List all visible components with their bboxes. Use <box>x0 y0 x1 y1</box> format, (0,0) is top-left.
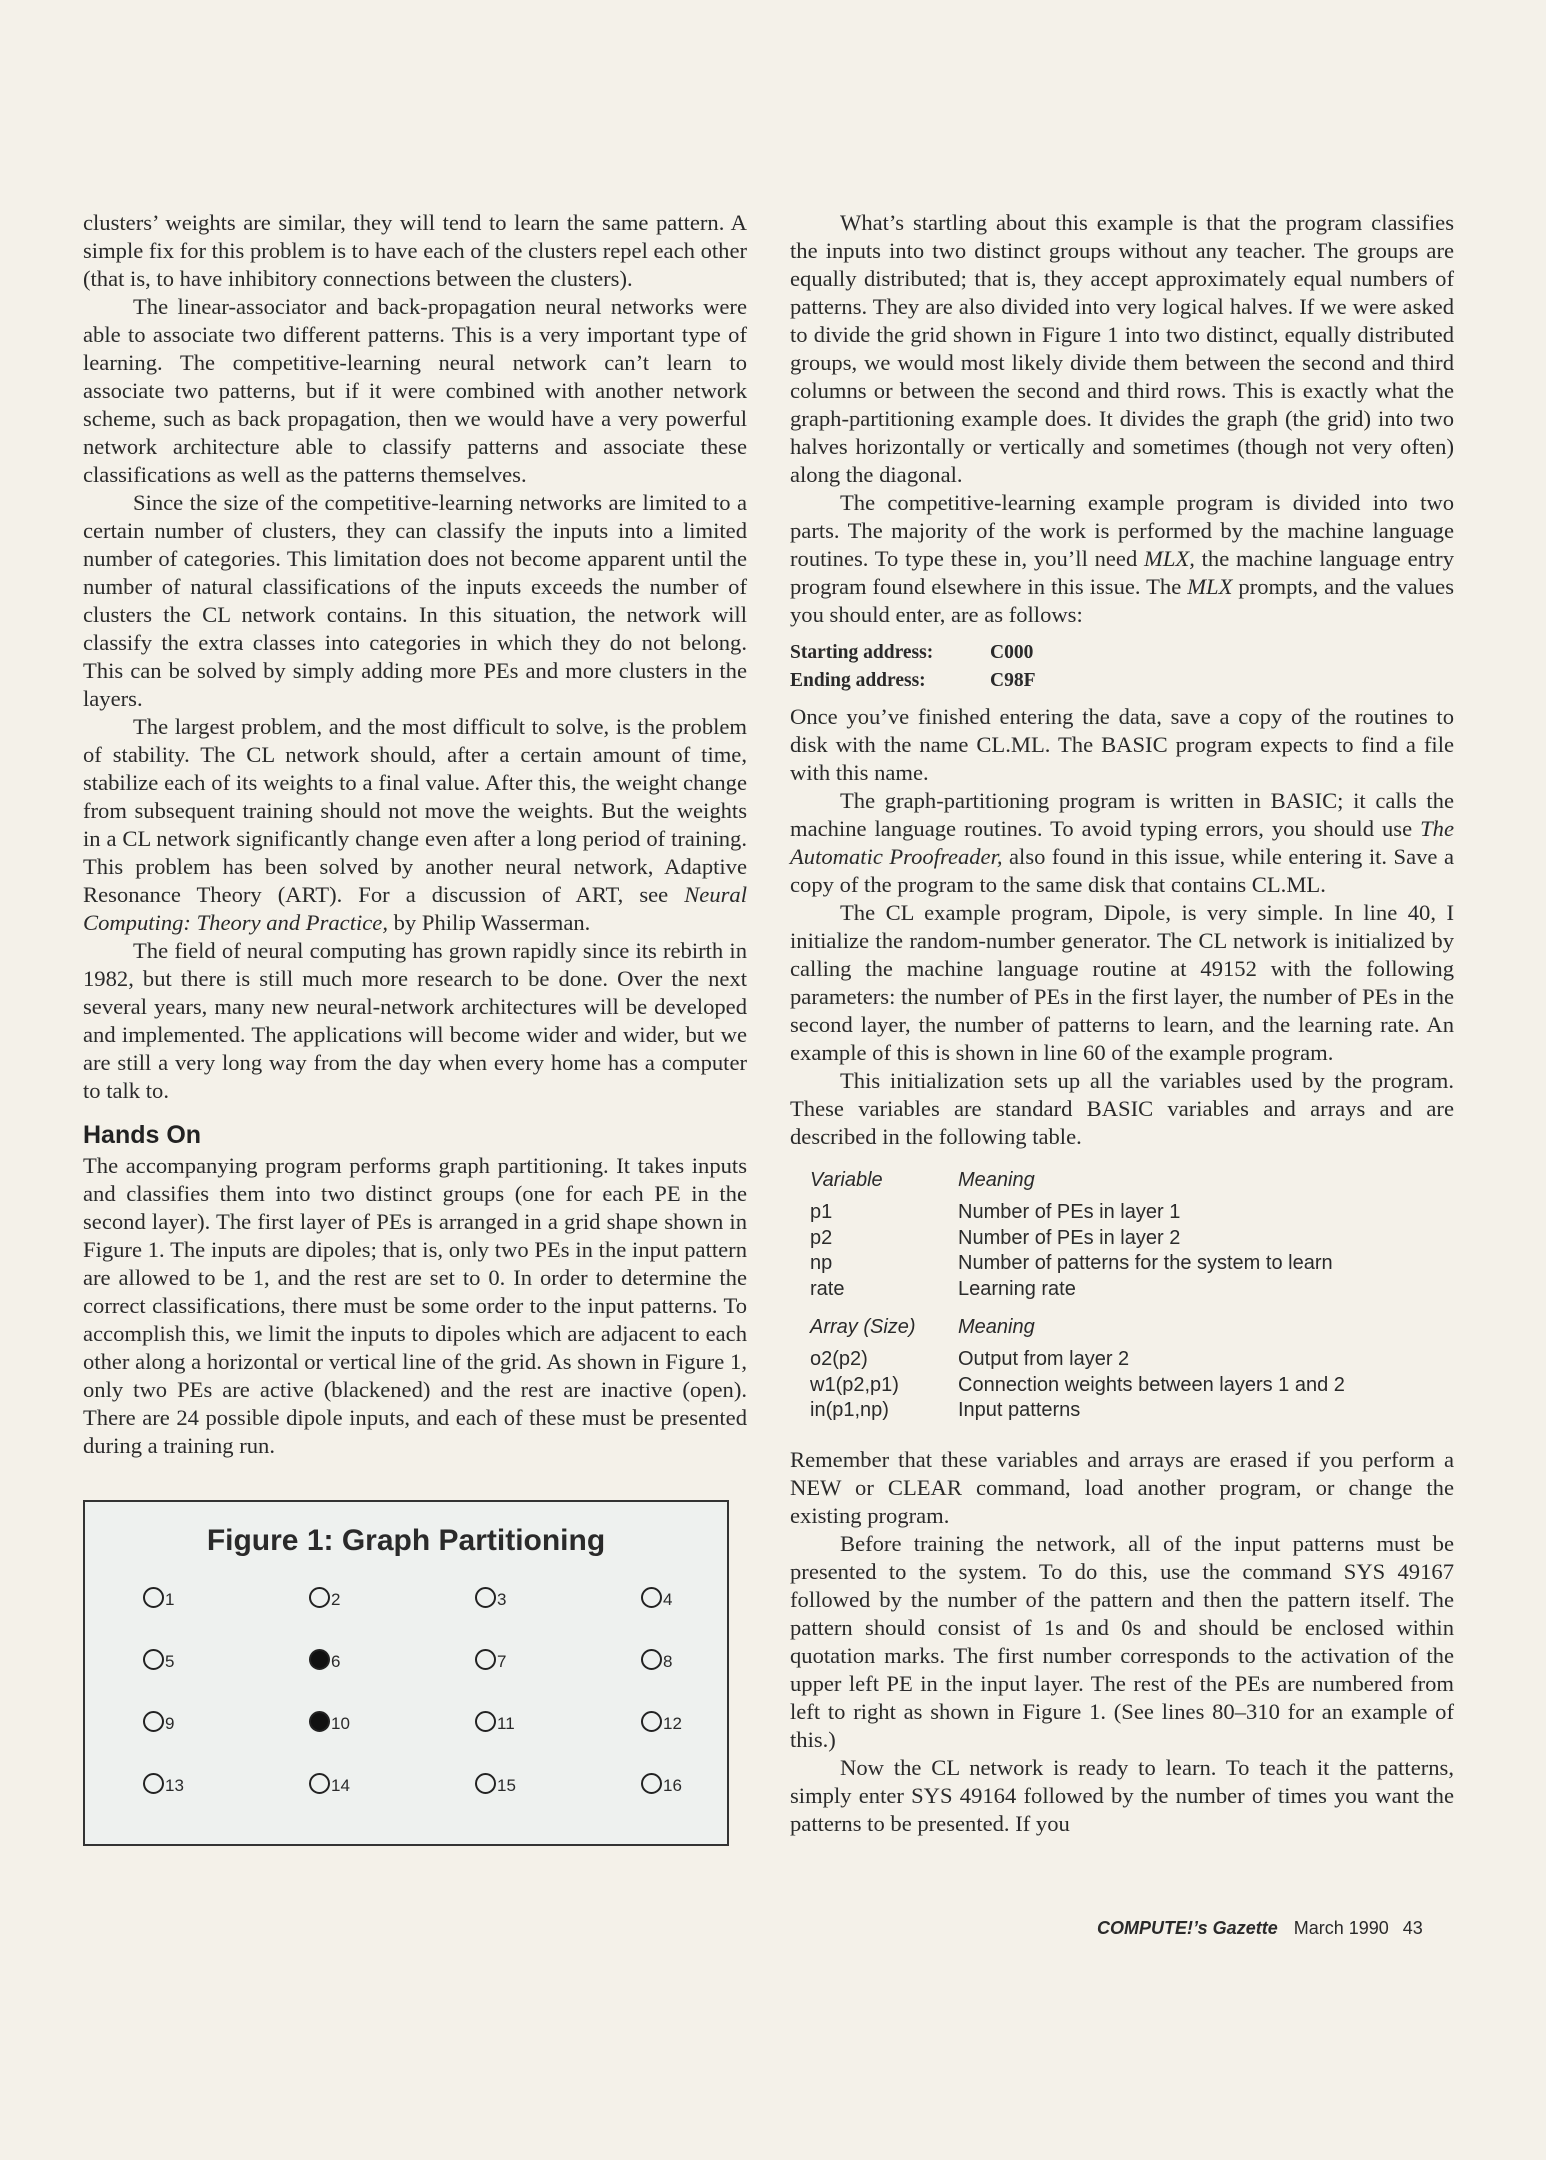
paragraph: Since the size of the competitive-learning networks are limited to a certain number of clusters, they can classify the inputs into a limited number of categories. This limitation does not become apparent until the number of natural classifications of the inputs exceeds the number of clusters the CL network contains. In this situation, the network will classify the extra classes into categories in which they do not belong. This can be solved by simply adding more PEs and more clusters in the layers. <box>83 490 747 711</box>
node-index: 13 <box>165 1776 184 1795</box>
table-row <box>810 1373 1454 1399</box>
open-circle-icon <box>641 1587 662 1608</box>
issue-date: March 1990 <box>1293 1918 1389 1938</box>
pe-node-14 <box>309 1773 350 1796</box>
paragraph <box>83 713 747 937</box>
node-index: 5 <box>165 1652 175 1671</box>
pe-node-11 <box>475 1711 515 1734</box>
paragraph: The field of neural computing has grown rapidly since its rebirth in 1982, but there is still much more research to be done. Over the next several years, many new neural-network architectures will be developed and implemented. The applications will become wider and wider, but we are still a very long way from the day when every home has a computer to talk to. <box>83 938 747 1103</box>
table-row <box>810 1277 1454 1303</box>
address-block <box>790 639 1454 695</box>
filled-circle-icon <box>309 1649 330 1670</box>
header-cell: Meaning <box>958 1169 1035 1191</box>
program-name: MLX <box>1187 574 1233 599</box>
var-name: o2(p2) <box>810 1348 868 1370</box>
open-circle-icon <box>309 1773 330 1794</box>
header-cell: Variable <box>810 1169 883 1191</box>
filled-circle-icon <box>309 1711 330 1732</box>
paragraph: Once you’ve finished entering the data, save a copy of the routines to disk with the name CL.ML. The BASIC program expects to find a file with this name. <box>790 704 1454 785</box>
open-circle-icon <box>475 1773 496 1794</box>
open-circle-icon <box>641 1649 662 1670</box>
open-circle-icon <box>143 1773 164 1794</box>
var-meaning: Number of PEs in layer 2 <box>958 1226 1181 1249</box>
var-name: in(p1,np) <box>810 1399 889 1421</box>
var-meaning: Input patterns <box>958 1399 1081 1421</box>
magazine-name: COMPUTE!’s Gazette <box>1097 1918 1278 1938</box>
node-index: 7 <box>497 1652 507 1671</box>
paragraph: The CL example program, Dipole, is very simple. In line 40, I initialize the random-number generator. The CL network is initialized by calling the machine language routine at 49152 with the following parameters: the number of PEs in the first layer, the number of PEs in the second layer, the number of patterns to learn, and the learning rate. An example of this is shown in line 60 of the example program. <box>790 900 1454 1065</box>
node-index: 3 <box>497 1590 507 1609</box>
paragraph: The accompanying program performs graph partitioning. It takes inputs and classifies them into two distinct groups (one for each PE in the second layer). The first layer of PEs is arranged in a grid shape shown in Figure 1. The inputs are dipoles; that is, only two PEs in the input pattern are allowed to be 1, and the rest are set to 0. In order to determine the correct classifications, there must be some order to the input patterns. To accomplish this, we limit the inputs to dipoles which are adjacent to each other along a horizontal or vertical line of the grid. As shown in Figure 1, only two PEs are active (blackened) and the rest are inactive (open). There are 24 possible dipole inputs, and each of these must be presented during a training run. <box>83 1153 747 1458</box>
open-circle-icon <box>143 1649 164 1670</box>
pe-node-9 <box>143 1711 174 1734</box>
program-name: MLX, <box>1144 546 1195 571</box>
pe-node-16 <box>641 1773 682 1796</box>
end-value: C98F <box>990 670 1036 691</box>
open-circle-icon <box>641 1773 662 1794</box>
pe-node-7 <box>475 1649 506 1672</box>
start-label: Starting address: <box>790 642 934 663</box>
paragraph: The linear-associator and back-propagation neural networks were able to associate two different patterns. This is a very important type of learning. The competitive-learning neural network can’t learn to associate two patterns, but if it were combined with another network scheme, such as back propagation, then we would have a very powerful network architecture able to classify patterns and associate these classifications as well as the patterns themselves. <box>83 294 747 487</box>
var-meaning: Number of PEs in layer 1 <box>958 1201 1181 1223</box>
pe-node-3 <box>475 1587 506 1610</box>
page-number: 43 <box>1402 1918 1423 1938</box>
var-name: p1 <box>810 1201 833 1223</box>
paragraph <box>790 489 1454 629</box>
variable-table <box>810 1169 1454 1424</box>
paragraph: Remember that these variables and arrays are erased if you perform a NEW or CLEAR command, load another program, or change the existing program. <box>790 1446 1454 1528</box>
open-circle-icon <box>309 1587 330 1608</box>
open-circle-icon <box>143 1711 164 1732</box>
table-header <box>810 1316 1454 1339</box>
var-name: np <box>810 1252 833 1274</box>
paragraph: Now the CL network is ready to learn. To teach it the patterns, simply enter SYS 49164 followed by the number of times you want the patterns to be presented. If you <box>790 1754 1454 1836</box>
var-name: w1(p2,p1) <box>810 1373 899 1396</box>
pe-node-13 <box>143 1773 184 1796</box>
node-index: 1 <box>165 1590 175 1609</box>
array-rows <box>810 1347 1454 1424</box>
var-meaning: Output from layer 2 <box>958 1348 1130 1370</box>
figure-title: Figure 1: Graph Partitioning <box>206 1524 606 1557</box>
open-circle-icon <box>475 1587 496 1608</box>
node-index: 14 <box>331 1776 350 1795</box>
node-index: 9 <box>165 1714 175 1733</box>
pe-node-10 <box>309 1711 350 1734</box>
paragraph <box>790 787 1454 899</box>
pe-node-2 <box>309 1587 340 1610</box>
table-row <box>810 1398 1454 1424</box>
pe-node-15 <box>475 1773 516 1796</box>
text-span: by Philip Wasserman. <box>387 910 591 935</box>
paragraph: clusters’ weights are similar, they will tend to learn the same pattern. A simple fix for this problem is to have each of the clusters repel each other (that is, to have inhibitory connections between the clusters). <box>83 210 747 291</box>
table-row <box>810 1226 1454 1252</box>
paragraph: Before training the network, all of the input patterns must be presented to the system. To do this, use the command SYS 49167 followed by the number of the pattern and then the pattern itself. The pattern should consist of 1s and 0s and should be enclosed within quotation marks. The first number corresponds to the activation of the upper left PE in the input layer. The rest of the PEs are numbered from left to right as shown in Figure 1. (See lines 80–310 for an example of this.) <box>790 1530 1454 1752</box>
node-index: 15 <box>497 1776 516 1795</box>
pe-node-4 <box>641 1587 672 1610</box>
table-row <box>810 1200 1454 1226</box>
node-index: 10 <box>331 1714 350 1733</box>
node-index: 2 <box>331 1590 341 1609</box>
open-circle-icon <box>641 1711 662 1732</box>
node-index: 11 <box>497 1714 515 1733</box>
text-span: The competitive-learning example program is divided into two parts. The majority of the work is performed by the machine language routines. To type these in, you’ll need <box>790 490 1454 571</box>
right-column <box>790 209 1454 1838</box>
node-index: 16 <box>663 1776 682 1795</box>
text-span: also found in this issue, while entering it. Save a copy of the program to the same disk that contains CL.ML. <box>790 844 1454 897</box>
paragraph: What’s startling about this example is that the program classifies the inputs into two distinct groups without any teacher. The groups are equally distributed; that is, they accept approximately equal numbers of patterns. They are also divided into very logical halves. If we were asked to divide the grid shown in Figure 1 into two distinct, equally distributed groups, we would most likely divide them between the second and third columns or between the second and third rows. This is exactly what the graph-partitioning example does. It divides the graph (the grid) into two halves horizontally or vertically and sometimes (though not very often) along the diagonal. <box>790 210 1454 487</box>
var-name: p2 <box>810 1226 833 1249</box>
table-row <box>810 1347 1454 1373</box>
page-footer <box>1097 1918 1423 1939</box>
text-span: The largest problem, and the most difficult to solve, is the problem of stability. The CL network should, after a certain amount of time, stabilize each of its weights to a final value. After this, the weight change from subsequent training should not move the weights. But the weights in a CL network significantly change even after a long period of training. This problem has been solved by another neural network, Adaptive Resonance Theory (ART). For a discussion of ART, see <box>83 714 747 907</box>
end-label: Ending address: <box>790 670 926 691</box>
var-name: rate <box>810 1277 845 1300</box>
pe-node-6 <box>309 1649 340 1672</box>
table-header <box>810 1169 1454 1192</box>
node-index: 4 <box>663 1590 673 1609</box>
figure-1 <box>83 1500 729 1846</box>
pe-node-12 <box>641 1711 682 1734</box>
var-meaning: Learning rate <box>958 1277 1076 1300</box>
node-index: 6 <box>331 1652 341 1671</box>
book-title: Neural Computing: Theory and Practice, <box>83 882 747 935</box>
program-name: The Automatic Proofreader, <box>790 816 1454 869</box>
variable-rows <box>810 1200 1454 1302</box>
var-meaning: Number of patterns for the system to learn <box>958 1252 1333 1274</box>
start-value: C000 <box>990 642 1034 663</box>
node-index: 12 <box>663 1714 682 1733</box>
header-cell: Array (Size) <box>810 1316 916 1338</box>
section-heading: Hands On <box>83 1121 202 1149</box>
text-span: prompts, and the values you should enter, are as follows: <box>790 574 1455 627</box>
text-span: the machine language entry program found elsewhere in this issue. The <box>790 546 1454 599</box>
left-column <box>83 209 747 1846</box>
header-cell: Meaning <box>958 1316 1035 1338</box>
open-circle-icon <box>475 1711 496 1732</box>
open-circle-icon <box>143 1587 164 1608</box>
paragraph: This initialization sets up all the variables used by the program. These variables are standard BASIC variables and arrays and are described in the following table. <box>790 1068 1454 1149</box>
pe-node-8 <box>641 1649 672 1672</box>
pe-node-1 <box>143 1587 174 1610</box>
text-span: The graph-partitioning program is written in BASIC; it calls the machine language routines. To avoid typing errors, you should use <box>790 788 1454 841</box>
pe-node-5 <box>143 1649 174 1672</box>
node-index: 8 <box>663 1652 673 1671</box>
table-row <box>810 1251 1454 1277</box>
var-meaning: Connection weights between layers 1 and 2 <box>958 1373 1345 1396</box>
open-circle-icon <box>475 1649 496 1670</box>
